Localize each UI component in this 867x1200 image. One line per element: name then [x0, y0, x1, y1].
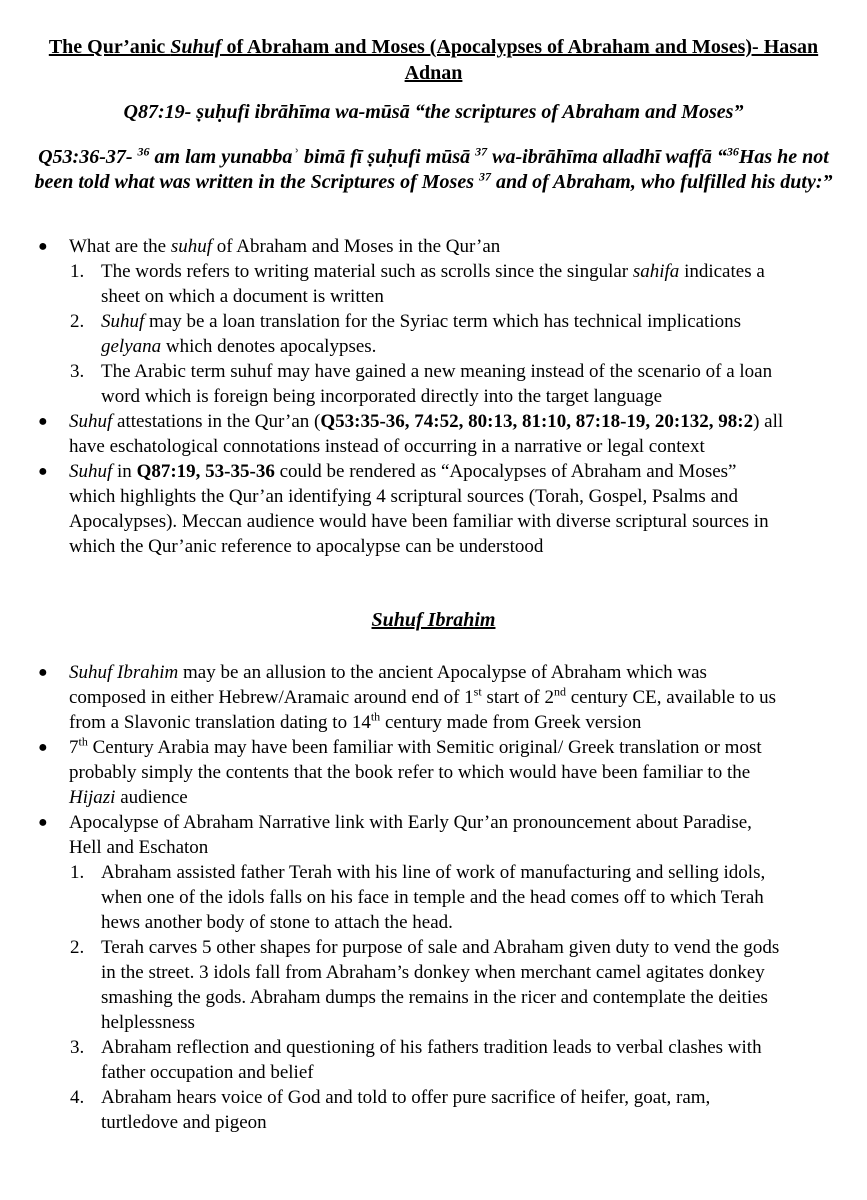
item-bold: Q87:19, 53-35-36: [136, 461, 275, 482]
bullet-icon: ●: [38, 814, 48, 831]
item-text: indicates a sheet on which a document is written: [101, 261, 765, 307]
numbered-item: [0, 1035, 787, 1085]
verse-text: wa-ibrāhīma alladhī waffā “: [487, 146, 727, 168]
item-text: century made from Greek version: [380, 712, 642, 733]
item-text: Apocalypse of Abraham Narrative link with Early Qur’an pronouncement about Paradise, Hell and Eschaton: [69, 812, 752, 858]
numbered-item: [0, 359, 787, 409]
item-text: Century Arabia may have been familiar with Semitic original/ Greek translation or most probably simply the contents that the book refer to which would have been familiar to the: [69, 737, 762, 783]
verse-sup: 36: [726, 144, 739, 159]
item-text: Abraham hears voice of God and told to offer pure sacrifice of heifer, goat, ram, turtledove and pigeon: [101, 1087, 711, 1133]
item-sup: th: [78, 734, 88, 749]
list-item: [0, 409, 787, 459]
item-text: may be an allusion to the ancient Apocalypse of Abraham which was composed in either Hebrew/Aramaic around end of 1: [69, 662, 707, 708]
item-number: 3.: [70, 1037, 85, 1058]
item-italic: Suhuf: [69, 461, 113, 482]
item-italic: Suhuf: [69, 411, 113, 432]
verse-text: Has he not been told what was written in the Scriptures of Moses: [34, 146, 829, 193]
item-text: attestations in the Qur’an (: [112, 411, 321, 432]
bullet-icon: ●: [38, 664, 48, 681]
section1-list: [0, 234, 867, 559]
verse-q53: [20, 145, 847, 195]
list-item: [0, 459, 787, 559]
item-italic: Hijazi: [69, 787, 116, 808]
verse-q87: Q87:19- ṣuḥufi ibrāhīma wa-mūsā “the scriptures of Abraham and Moses”: [123, 101, 744, 123]
item-sup: nd: [553, 684, 566, 699]
item-number: 2.: [70, 311, 85, 332]
item-number: 1.: [70, 261, 85, 282]
numbered-item: [0, 860, 787, 935]
item-number: 3.: [70, 361, 85, 382]
item-text: in: [112, 461, 137, 482]
item-text: ) all have eschatological connotations instead of occurring in a narrative or legal context: [69, 411, 784, 457]
title-text: The Qur’anic: [48, 36, 171, 58]
numbered-item: [0, 309, 787, 359]
item-text: Abraham assisted father Terah with his line of work of manufacturing and selling idols, when one of the idols falls on his face in temple and the head comes off to which Terah hews another body of stone to attach the head.: [101, 862, 766, 933]
item-text: may be a loan translation for the Syriac term which has technical implications: [144, 311, 742, 332]
item-italic: sahifa: [632, 261, 680, 282]
title-italic: Suhuf: [170, 36, 222, 58]
verse-text: and of Abraham, who fulfilled his duty:”: [490, 171, 833, 193]
bullet-icon: ●: [38, 413, 48, 430]
item-text: The Arabic term suhuf may have gained a new meaning instead of the scenario of a loan word which is foreign being incorporated directly into the target language: [101, 361, 773, 407]
numbered-item: [0, 259, 787, 309]
list-item: [0, 234, 787, 259]
verse-text: am lam yunabbaʾ bimā fī ṣuḥufi mūsā: [149, 146, 476, 168]
item-italic: gelyana: [101, 336, 162, 357]
item-text: which denotes apocalypses.: [161, 336, 377, 357]
verse-ref: Q53:36-37-: [38, 146, 138, 168]
item-text: The words refers to writing material such as scrolls since the singular: [101, 261, 633, 282]
item-text: audience: [115, 787, 188, 808]
item-number: 1.: [70, 862, 85, 883]
item-text: Terah carves 5 other shapes for purpose of sale and Abraham given duty to vend the gods in the street. 3 idols fall from Abraham’s donkey when merchant camel agitates donkey smashing the gods. Abraham dumps the remains in the ricer and contemplate the deities helplessness: [101, 937, 780, 1033]
item-text: Abraham reflection and questioning of his fathers tradition leads to verbal clashes with father occupation and belief: [101, 1037, 762, 1083]
item-italic: Suhuf: [101, 311, 145, 332]
item-italic: Suhuf Ibrahim: [69, 662, 179, 683]
item-bold: Q53:35-36, 74:52, 80:13, 81:10, 87:18-19, 20:132, 98:2: [320, 411, 754, 432]
item-text: 7: [69, 737, 79, 758]
list-item: [0, 660, 787, 735]
title-text-end: of Abraham and Moses (Apocalypses of Abraham and Moses)- Hasan Adnan: [221, 36, 819, 84]
item-text: of Abraham and Moses in the Qur’an: [212, 236, 501, 257]
document-title: [30, 34, 837, 86]
item-text: century CE, available to us from a Slavonic translation dating to 14: [69, 687, 776, 733]
bullet-icon: ●: [38, 739, 48, 756]
verse-sup: 37: [478, 169, 491, 184]
section2-list: [0, 660, 867, 1135]
list-item: [0, 735, 787, 810]
item-italic: suhuf: [170, 236, 212, 257]
bullet-icon: ●: [38, 238, 48, 255]
item-text: start of 2: [481, 687, 554, 708]
numbered-item: [0, 1085, 787, 1135]
section-heading: Suhuf Ibrahim: [371, 609, 496, 631]
item-text: What are the: [69, 236, 171, 257]
list-item: [0, 810, 787, 860]
verse-sup: 36: [137, 144, 150, 159]
item-sup: th: [370, 709, 381, 724]
numbered-item: [0, 935, 787, 1035]
bullet-icon: ●: [38, 463, 48, 480]
item-sup: st: [473, 684, 482, 699]
item-number: 2.: [70, 937, 85, 958]
verse-sup: 37: [475, 144, 488, 159]
item-number: 4.: [70, 1087, 85, 1108]
item-text: could be rendered as “Apocalypses of Abraham and Moses” which highlights the Qur’an identifying 4 scriptural sources (Torah, Gospel, Psalms and Apocalypses). Meccan audience would have been familiar with diverse scriptural sources in which the Qur’anic reference to apocalypse can be understood: [69, 461, 769, 557]
